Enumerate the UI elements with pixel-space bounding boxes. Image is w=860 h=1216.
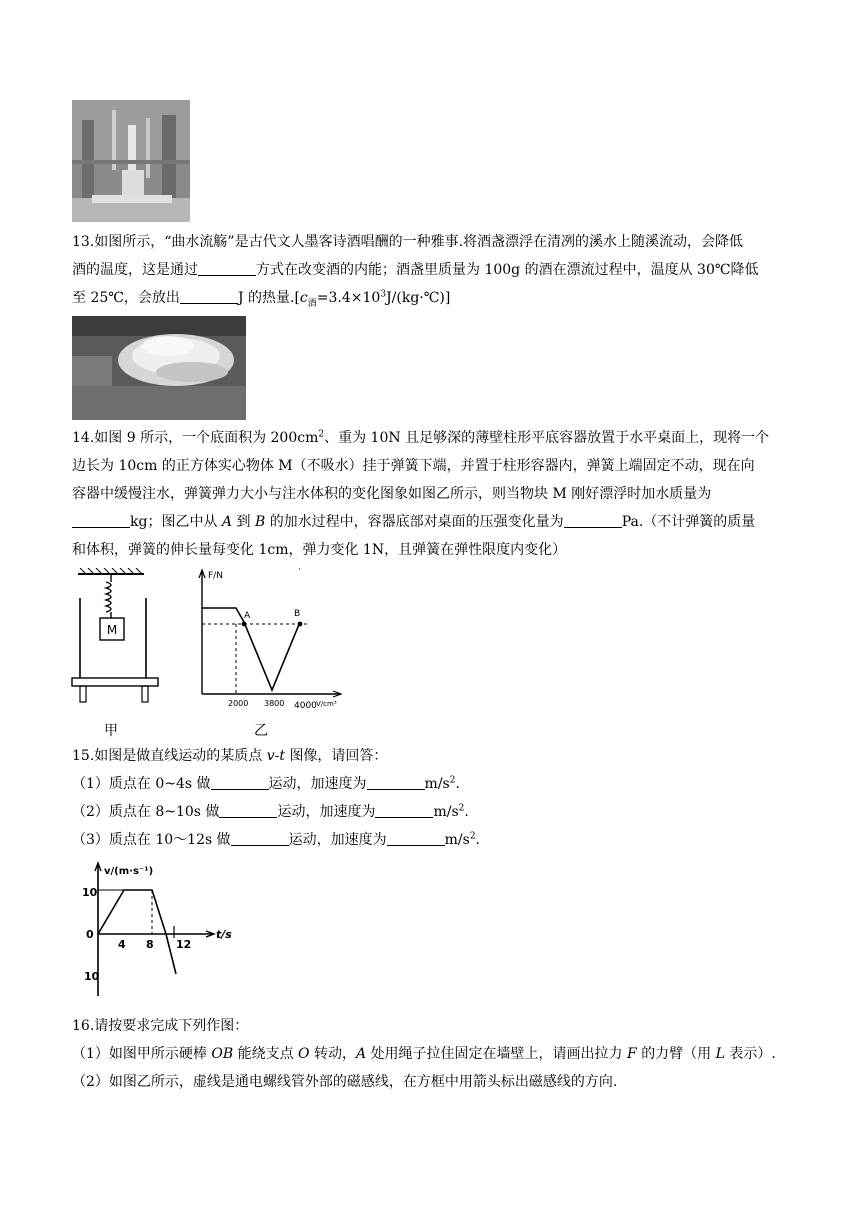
wine-cup-photo	[72, 316, 246, 420]
q15-graph-line	[98, 890, 176, 974]
q16-ob: OB	[211, 1046, 234, 1062]
q16-text-1: 16.请按要求完成下列作图：	[72, 1018, 249, 1034]
q14-figure-container	[66, 568, 162, 708]
q14-text-1b: 、重为 10N 且足够深的薄壁柱形平底容器放置于水平桌面上，现将一个	[324, 430, 770, 446]
q13-text-2a: 酒的温度，这是通过	[72, 262, 198, 278]
q14-graph-point-b	[298, 622, 303, 627]
q16-sub1-e: 的力臂（用	[641, 1046, 712, 1062]
q15-graph-ylabel: v/(m·s⁻¹)	[104, 866, 154, 877]
q13-text-3d: =3.4×10	[316, 290, 381, 306]
q13-text-1: 13.如图所示，“曲水流觞”是古代文人墨客诗酒唱酬的一种雅事.将酒盏漂浮在清冽的溪水上随溪流动，会降低	[72, 234, 744, 250]
q13-c-symbol: c	[299, 290, 308, 306]
q14-caption-jia: 甲	[104, 723, 118, 739]
q16-sub-2	[72, 1072, 617, 1092]
q14-graph-label-b: B	[294, 609, 301, 619]
q16-l: L	[715, 1046, 725, 1062]
q14-line-3	[72, 484, 711, 504]
q13-line-1	[72, 232, 743, 252]
q13-c-sub: 酒	[307, 298, 317, 309]
q15-sub1-b: 运动，加速度为	[268, 776, 367, 792]
q15-sub2-b: 运动，加速度为	[277, 804, 376, 820]
q16-o: O	[298, 1046, 310, 1062]
q14-graph-line	[202, 608, 300, 690]
q14-line-4	[72, 512, 755, 532]
q13-blank-2[interactable]	[180, 289, 238, 304]
q16-sub1-d: 处用绳子拉住固定在墙壁上，请画出拉力	[370, 1046, 623, 1062]
q14-line-1	[72, 428, 769, 448]
q14-graph-tick-3800: 3800	[264, 699, 285, 708]
q14-blank-2[interactable]	[564, 513, 622, 528]
q15-graph-y-top: 10	[82, 886, 98, 899]
q13-blank-1[interactable]	[198, 261, 256, 276]
q15-text-1a: 15.如图是做直线运动的某质点	[72, 748, 263, 764]
q14-text-3: 容器中缓慢注水，弹簧弹力大小与注水体积的变化图象如图乙所示，则当物块 M 刚好漂浮时加水质量为	[72, 486, 712, 502]
q15-sub2-a: （2）质点在 8~10s 做	[72, 804, 220, 820]
q15-blank-2[interactable]	[367, 775, 425, 790]
q15-sub-3: （3）质点在 10～12s 做 运动，加速度为 $m/s^2$.	[72, 831, 480, 848]
q14-graph-xunit: V/cm³	[316, 700, 337, 708]
q15-text-1b: 图像，请回答：	[289, 748, 388, 764]
q15-sub-1: （1）质点在 0~4s 做 运动，加速度为 $m/s^2$.	[72, 775, 460, 792]
q16-sub1-c: 转动，	[313, 1046, 356, 1062]
q14-graph-ylabel: F/N	[208, 571, 223, 581]
q13-text-3a: 至 25℃，会放出	[72, 290, 180, 306]
q14-point-b-label: B	[254, 514, 266, 530]
svg-text:·: ·	[298, 566, 301, 575]
q16-f: F	[627, 1046, 637, 1062]
q15-graph-xlabel: t/s	[216, 928, 232, 941]
q15-blank-3[interactable]	[219, 803, 277, 818]
q16-line-1	[72, 1016, 248, 1036]
q13-line-2	[72, 260, 759, 280]
q15-graph-tick-8: 8	[146, 938, 154, 951]
q16-a: A	[355, 1046, 367, 1062]
fountain-photo-image	[72, 100, 190, 222]
q13-text-3e: J/(kg·℃)]	[386, 290, 451, 306]
q15-blank-4[interactable]	[375, 803, 433, 818]
q15-graph-tick-12: 12	[176, 938, 192, 951]
q14-line-2	[72, 456, 755, 476]
wine-cup-photo-image	[72, 316, 246, 420]
q14-text-4c: 的加水过程中，容器底部对桌面的压强变化量为	[269, 514, 564, 530]
q13-text-3b: J 的热量.[	[237, 290, 300, 306]
q15-vt: v-t	[266, 748, 285, 764]
q14-text-2: 边长为 10cm 的正方体实心物体 M（不吸水）挂于弹簧下端，并置于柱形容器内，弹簧上端固定不动，现在向	[72, 458, 755, 474]
q16-sub-1	[72, 1044, 776, 1064]
q14-graph-tick-4000: 4000	[294, 701, 317, 711]
q14-text-4d: Pa.（不计弹簧的质量	[621, 514, 756, 530]
q15-sup-2: 2	[458, 803, 465, 814]
q15-sub3-a: （3）质点在 10～12s 做	[72, 832, 231, 848]
q14-line-5	[72, 540, 566, 560]
q15-sub3-c: m/s	[444, 832, 470, 848]
q15-sub1-a: （1）质点在 0~4s 做	[72, 776, 211, 792]
q13-line-3	[72, 288, 450, 308]
q15-sup-3: 2	[469, 831, 476, 842]
q14-graph-tick-2000: 2000	[228, 699, 249, 708]
q15-blank-1[interactable]	[211, 775, 269, 790]
q15-sub3-b: 运动，加速度为	[288, 832, 387, 848]
q14-block-m-label: M	[106, 623, 118, 637]
q14-text-4a: kg；图乙中从	[130, 514, 218, 530]
q16-sub1-b: 能绕支点	[237, 1046, 294, 1062]
q14-point-a-label: A	[221, 514, 233, 530]
q15-graph-y-bottom: 10	[84, 970, 100, 983]
q15-graph-origin: 0	[86, 928, 94, 941]
q15-sub2-c: m/s	[433, 804, 459, 820]
q14-text-4b: 到	[236, 514, 251, 530]
fountain-photo	[72, 100, 190, 222]
q16-text-2: （2）如图乙所示，虚线是通电螺线管外部的磁感线，在方框中用箭头标出磁感线的方向.	[72, 1074, 618, 1090]
q14-figure-graph	[190, 566, 350, 714]
q14-text-1a: 14.如图 9 所示，一个底面积为 200cm	[72, 430, 319, 446]
q15-blank-5[interactable]	[231, 831, 289, 846]
q16-sub1-a: （1）如图甲所示硬棒	[72, 1046, 207, 1062]
q13-text-2b: 方式在改变酒的内能；酒盏里质量为 100g 的酒在漂流过程中，温度从 30℃降低	[256, 262, 759, 278]
q15-sub-2: （2）质点在 8~10s 做 运动，加速度为 $m/s^2$.	[72, 803, 469, 820]
q14-graph-point-a	[242, 622, 247, 627]
q15-line-1	[72, 746, 387, 766]
q14-caption-yi: 乙	[254, 723, 268, 739]
q15-sup-1: 2	[449, 775, 456, 786]
q15-vt-graph	[80, 858, 240, 1000]
q16-sub1-f: 表示）.	[729, 1046, 776, 1062]
q15-blank-6[interactable]	[387, 831, 445, 846]
q14-text-5: 和体积，弹簧的伸长量每变化 1cm，弹力变化 1N，且弹簧在弹性限度内变化）	[72, 542, 567, 558]
q15-graph-tick-4: 4	[118, 938, 126, 951]
q14-graph-label-a: A	[244, 611, 251, 621]
q15-sub1-c: m/s	[424, 776, 450, 792]
q14-sup: 2	[318, 429, 325, 440]
q14-blank-1[interactable]	[72, 513, 130, 528]
q13-sup: 3	[380, 289, 387, 300]
